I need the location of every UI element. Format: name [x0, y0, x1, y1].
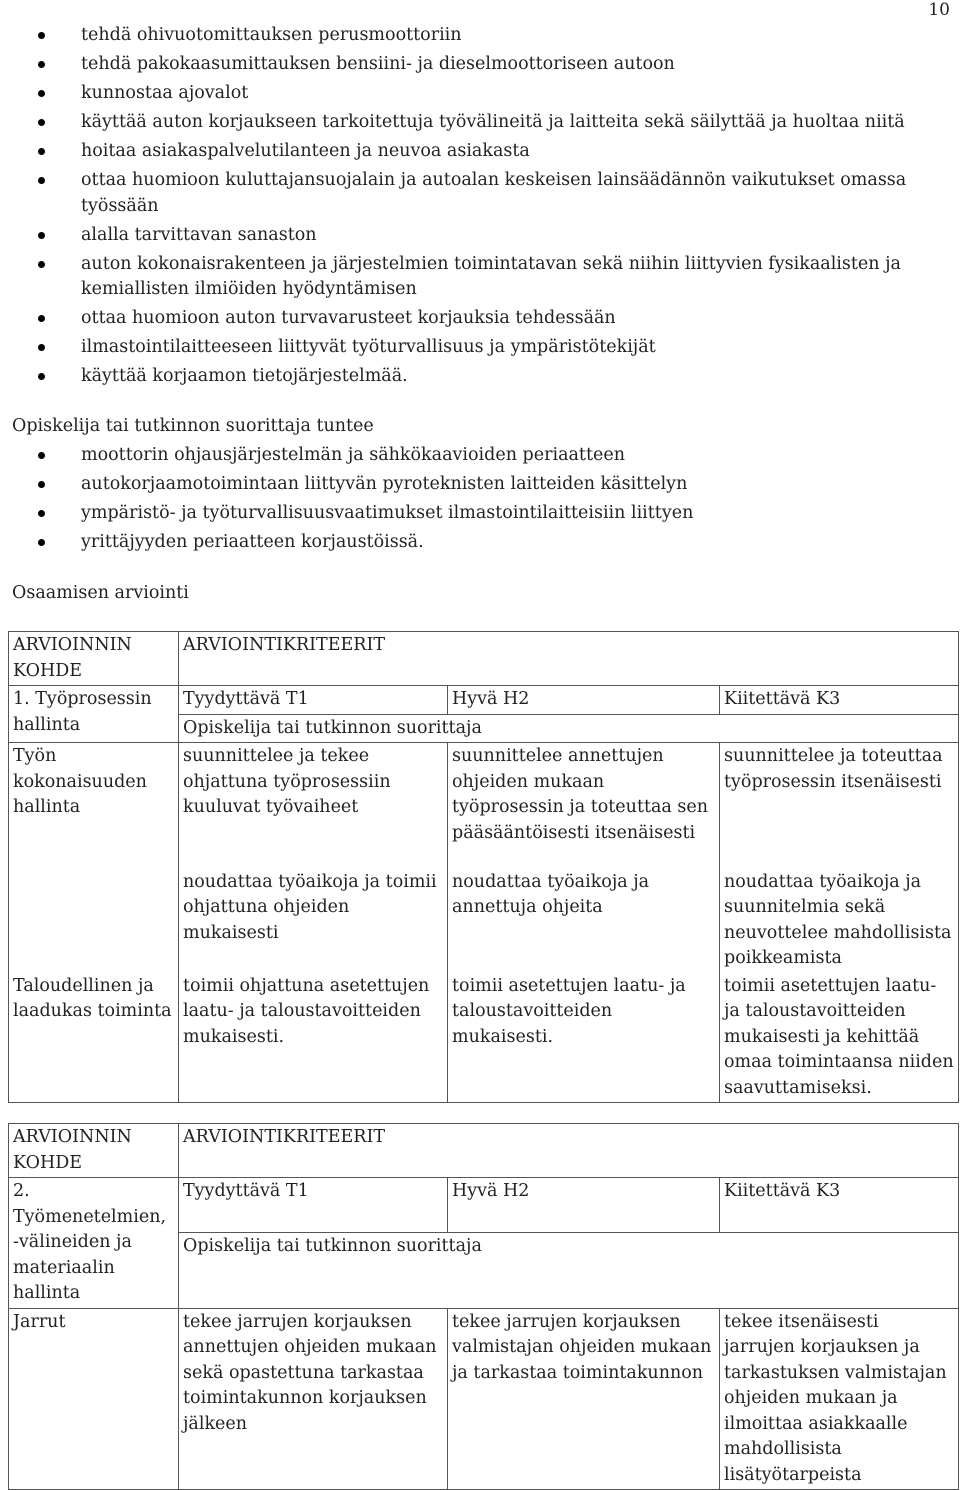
cell-h2: noudattaa työaikoja ja annettuja ohjeita [448, 869, 720, 973]
cell-k3: suunnittelee ja toteuttaa työprosessin itsenäisesti [720, 743, 959, 869]
grade-k3: Kiitettävä K3 [720, 686, 959, 715]
subject-cell: Opiskelija tai tutkinnon suorittaja [179, 714, 959, 743]
list-item: alalla tarvittavan sanaston [0, 223, 945, 249]
grade-h2: Hyvä H2 [448, 686, 720, 715]
list-item: tehdä pakokaasumittauksen bensiini- ja dieselmoottoriseen autoon [0, 52, 945, 78]
cell-h2: suunnittelee annettujen ohjeiden mukaan työprosessin ja toteuttaa sen pääsääntöisesti itsenäisesti [448, 743, 720, 869]
list-item: moottorin ohjausjärjestelmän ja sähkökaavioiden periaatteen [0, 443, 945, 469]
criteria-table-2 [8, 1123, 959, 1490]
grade-row [9, 1178, 959, 1233]
table-row [9, 743, 959, 869]
subject-cell: Opiskelija tai tutkinnon suorittaja [179, 1232, 959, 1308]
kohde-cell: 1. Työprosessin hallinta [9, 686, 179, 743]
header-kohde: ARVIOINNIN KOHDE [9, 632, 179, 686]
cell-k3: toimii asetettujen laatu- ja taloustavoitteiden mukaisesti ja kehittää omaa toimintaansa niiden saavuttamiseksi. [720, 973, 959, 1103]
cell-h2: toimii asetettujen laatu- ja taloustavoitteiden mukaisesti. [448, 973, 720, 1103]
table-row [9, 869, 959, 973]
header-kriteerit: ARVIOINTIKRITEERIT [179, 1124, 959, 1178]
table-header-row [9, 1124, 959, 1178]
row-label: Taloudellinen ja laadukas toiminta [9, 973, 179, 1103]
list-item: ympäristö- ja työturvallisuusvaatimukset ilmastointilaitteisiin liittyen [0, 501, 945, 527]
list-item: ottaa huomioon auton turvavarusteet korjauksia tehdessään [0, 306, 945, 332]
page-number: 10 [928, 0, 950, 20]
list-item: autokorjaamotoimintaan liittyvän pyroteknisten laitteiden käsittelyn [0, 472, 945, 498]
list-item: ilmastointilaitteeseen liittyvät työturvallisuus ja ympäristötekijät [0, 335, 945, 361]
criteria-table-1 [8, 631, 959, 1103]
knowledge-list [0, 443, 945, 559]
intro-text: Opiskelija tai tutkinnon suorittaja tuntee [12, 416, 374, 436]
cell-h2: tekee jarrujen korjauksen valmistajan ohjeiden mukaan ja tarkastaa toimintakunnon [448, 1308, 720, 1490]
grade-t1: Tyydyttävä T1 [179, 686, 448, 715]
cell-t1: suunnittelee ja tekee ohjattuna työprosessiin kuuluvat työvaiheet [179, 743, 448, 869]
table-row [9, 973, 959, 1103]
list-item: käyttää korjaamon tietojärjestelmää. [0, 364, 945, 390]
grade-t1: Tyydyttävä T1 [179, 1178, 448, 1233]
cell-t1: tekee jarrujen korjauksen annettujen ohjeiden mukaan sekä opastettuna tarkastaa toimintakunnon korjauksen jälkeen [179, 1308, 448, 1490]
cell-t1: noudattaa työaikoja ja toimii ohjattuna ohjeiden mukaisesti [179, 869, 448, 973]
grade-h2: Hyvä H2 [448, 1178, 720, 1233]
grade-k3: Kiitettävä K3 [720, 1178, 959, 1233]
row-label: Jarrut [9, 1308, 179, 1490]
row-label [9, 869, 179, 973]
skills-list [0, 23, 945, 393]
cell-k3: noudattaa työaikoja ja suunnitelmia sekä neuvottelee mahdollisista poikkeamista [720, 869, 959, 973]
list-item: ottaa huomioon kuluttajansuojalain ja autoalan keskeisen lainsäädännön vaikutukset omassa työssään [0, 168, 945, 219]
grade-row [9, 686, 959, 715]
kohde-cell: 2. Työmenetelmien, -välineiden ja materiaalin hallinta [9, 1178, 179, 1309]
table-row [9, 1308, 959, 1490]
list-item: käyttää auton korjaukseen tarkoitettuja työvälineitä ja laitteita sekä säilyttää ja huoltaa niitä [0, 110, 945, 136]
list-item: auton kokonaisrakenteen ja järjestelmien toimintatavan sekä niihin liittyvien fysikaalisten ja kemiallisten ilmiöiden hyödyntämisen [0, 252, 945, 303]
cell-t1: toimii ohjattuna asetettujen laatu- ja taloustavoitteiden mukaisesti. [179, 973, 448, 1103]
list-item: yrittäjyyden periaatteen korjaustöissä. [0, 530, 945, 556]
section-title: Osaamisen arviointi [12, 583, 189, 603]
cell-k3: tekee itsenäisesti jarrujen korjauksen ja tarkastuksen valmistajan ohjeiden mukaan ja ilmoittaa asiakkaalle mahdollisista lisätyötarpeista [720, 1308, 959, 1490]
row-label: Työn kokonaisuuden hallinta [9, 743, 179, 869]
list-item: kunnostaa ajovalot [0, 81, 945, 107]
table-header-row [9, 632, 959, 686]
header-kriteerit: ARVIOINTIKRITEERIT [179, 632, 959, 686]
list-item: hoitaa asiakaspalvelutilanteen ja neuvoa asiakasta [0, 139, 945, 165]
header-kohde: ARVIOINNIN KOHDE [9, 1124, 179, 1178]
list-item: tehdä ohivuotomittauksen perusmoottoriin [0, 23, 945, 49]
